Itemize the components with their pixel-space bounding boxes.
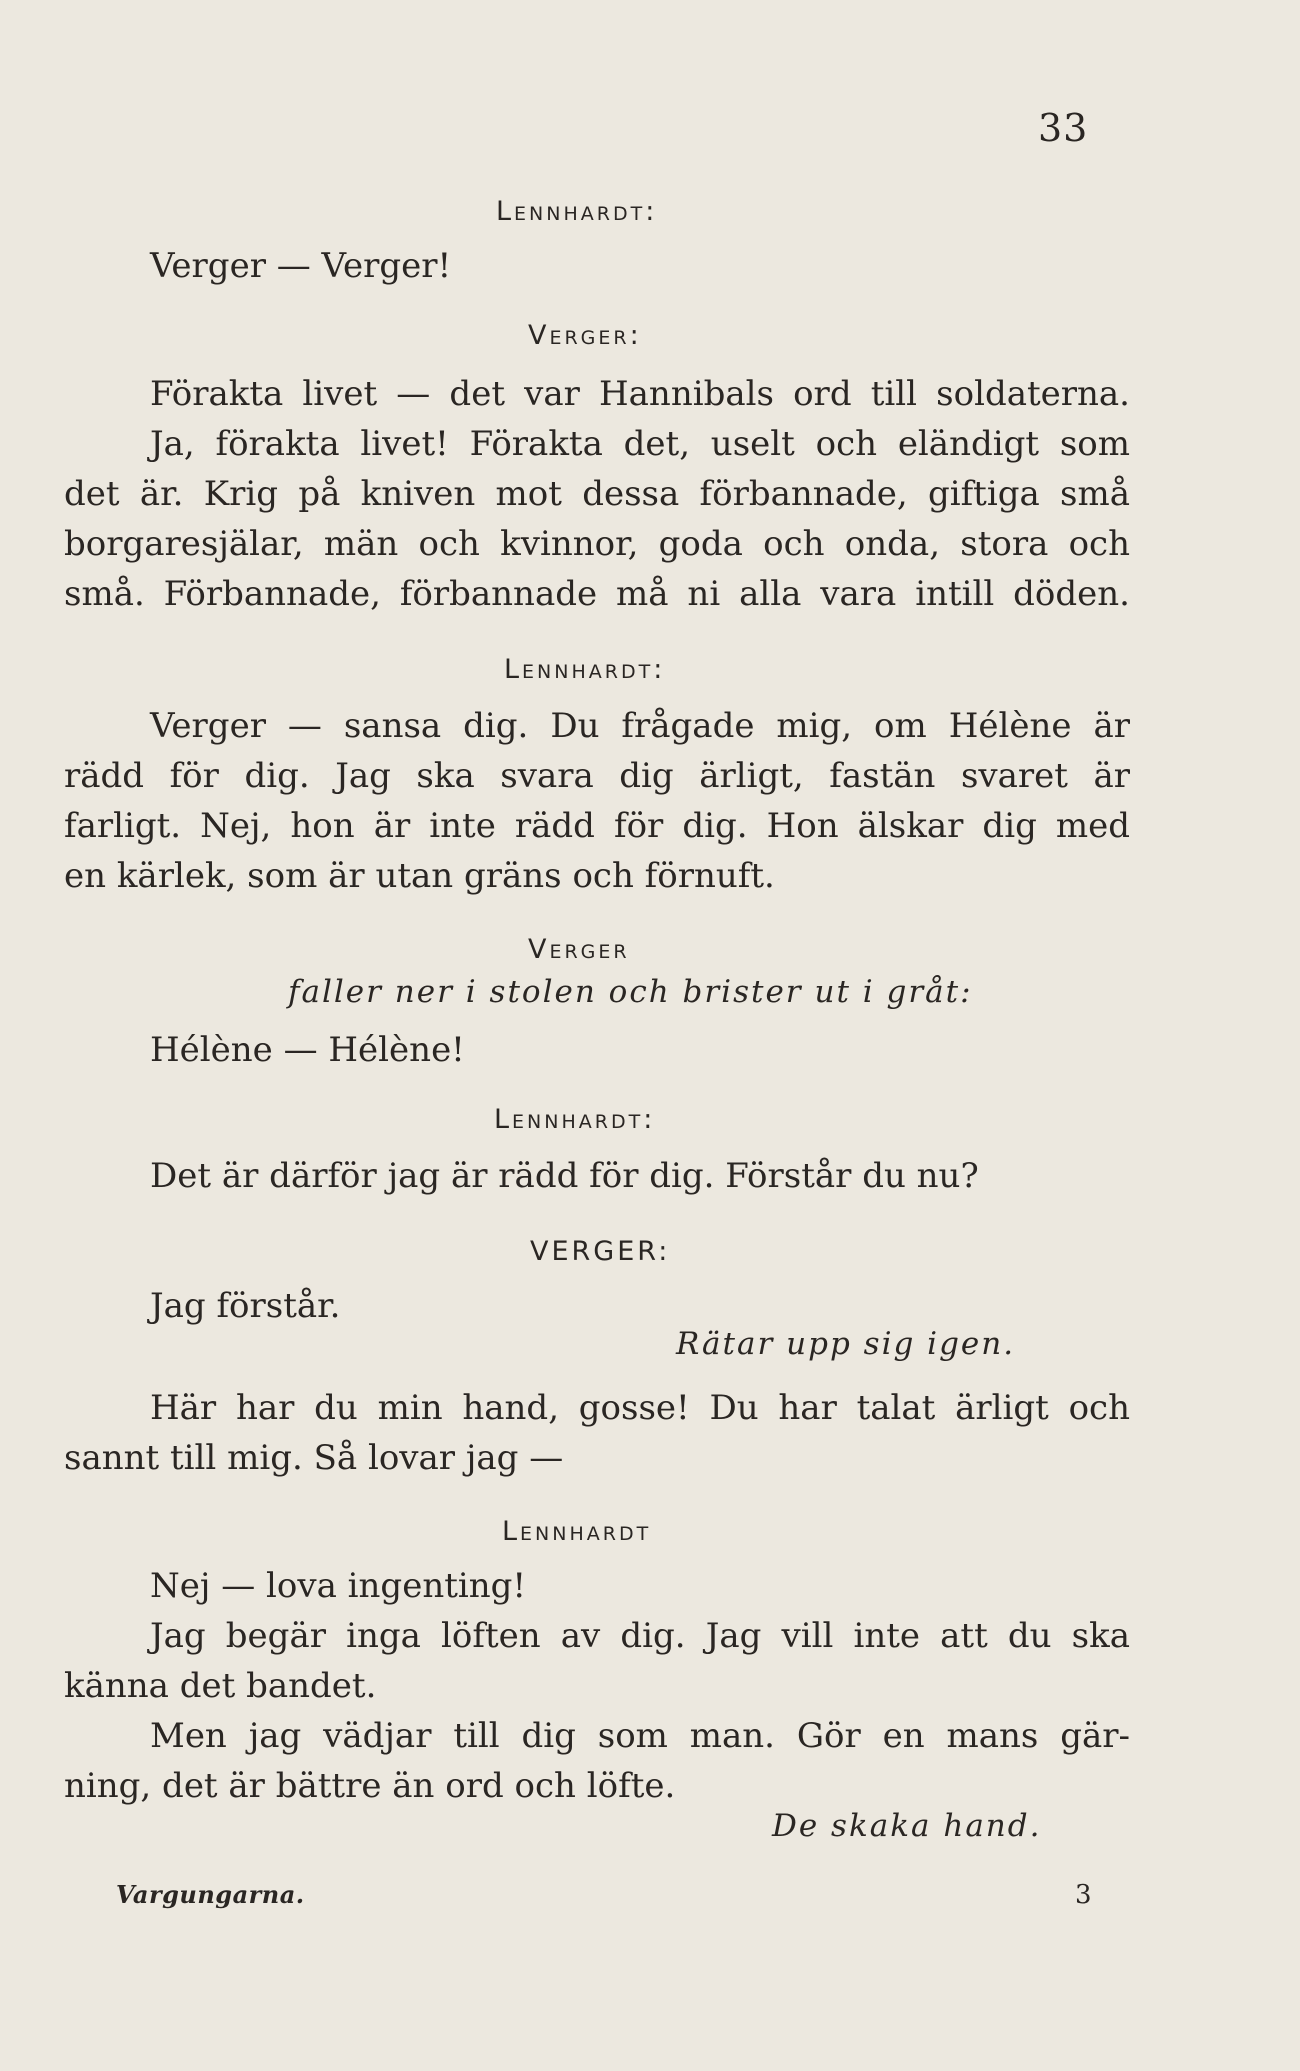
dialogue-line: Verger — Verger! [150,246,452,286]
dialogue-line: Verger — sansa dig. Du frågade mig, om Hélène är [150,706,1130,746]
dialogue-line: Men jag vädjar till dig som man. Gör en mans gär- [150,1716,1130,1756]
stage-direction: Rätar upp sig igen. [676,1326,1016,1362]
signature-mark: Vargungarna. [116,1880,305,1909]
dialogue-line: små. Förbannade, förbannade må ni alla vara intill döden. [64,574,1130,614]
page-number: 33 [1038,106,1089,150]
speaker-verger: Verger [528,934,630,965]
sheet-number: 3 [1075,1880,1092,1910]
dialogue-line: Jag begär inga löften av dig. Jag vill inte att du ska [150,1616,1130,1656]
dialogue-line: det är. Krig på kniven mot dessa förbannade, giftiga små [64,474,1130,514]
dialogue-line: Här har du min hand, gosse! Du har talat ärligt och [150,1388,1130,1428]
speaker-lennhardt: Lennhardt: [494,1104,656,1135]
dialogue-line: Nej — lova ingenting! [150,1566,527,1606]
speaker-verger: VERGER: [530,1236,671,1267]
dialogue-line: Förakta livet — det var Hannibals ord till soldaterna. [150,374,1130,414]
speaker-lennhardt: Lennhardt: [496,196,658,227]
dialogue-line: Hélène — Hélène! [150,1030,465,1070]
dialogue-line: känna det bandet. [64,1666,377,1706]
stage-direction: faller ner i stolen och brister ut i gråt: [288,974,973,1010]
dialogue-line: rädd för dig. Jag ska svara dig ärligt, fastän svaret är [64,756,1130,796]
dialogue-line: Jag förstår. [150,1286,341,1326]
speaker-lennhardt: Lennhardt [502,1516,652,1547]
dialogue-line: Ja, förakta livet! Förakta det, uselt och eländigt som [150,424,1130,464]
speaker-verger: Verger: [528,320,642,351]
dialogue-line: farligt. Nej, hon är inte rädd för dig. Hon älskar dig med [64,806,1130,846]
dialogue-line: Det är därför jag är rädd för dig. Förstår du nu? [150,1156,979,1196]
dialogue-line: ning, det är bättre än ord och löfte. [64,1766,676,1806]
stage-direction: De skaka hand. [772,1808,1042,1844]
dialogue-line: en kärlek, som är utan gräns och förnuft. [64,856,775,896]
dialogue-line: borgaresjälar, män och kvinnor, goda och onda, stora och [64,524,1130,564]
dialogue-line: sannt till mig. Så lovar jag — [64,1438,564,1478]
speaker-lennhardt: Lennhardt: [504,654,666,685]
